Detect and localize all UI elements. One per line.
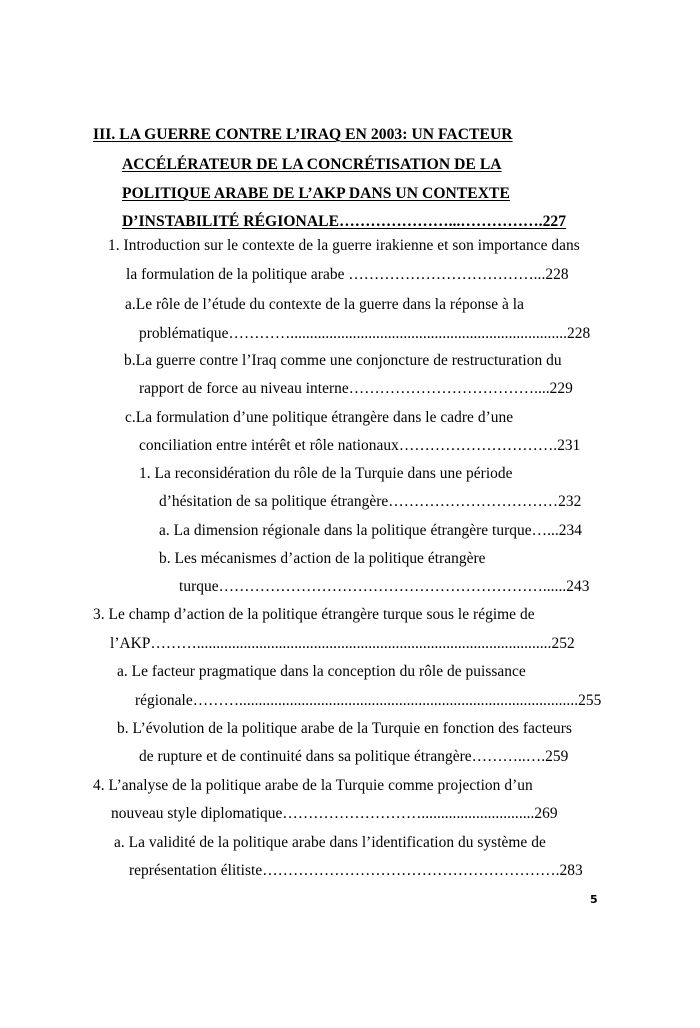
- toc-entry: l’AKP………...........................................................................................252: [110, 635, 575, 652]
- toc-entry: de rupture et de continuité dans sa politique étrangère………..….259: [139, 748, 569, 765]
- section-heading-line-4: D’INSTABILITÉ RÉGIONALE…………………...…………….227: [122, 213, 567, 230]
- page-number: 5: [590, 893, 598, 906]
- toc-entry: a.Le rôle de l’étude du contexte de la guerre dans la réponse à la: [125, 296, 524, 313]
- toc-entry: b. Les mécanismes d’action de la politique étrangère: [159, 550, 486, 567]
- section-heading-line-2: ACCÉLÉRATEUR DE LA CONCRÉTISATION DE LA: [122, 156, 502, 173]
- toc-entry: nouveau style diplomatique……………………….............................269: [111, 805, 558, 822]
- section-heading-line-3: POLITIQUE ARABE DE L’AKP DANS UN CONTEXTE: [122, 185, 510, 202]
- toc-entry: problématique………….......................................................................228: [139, 325, 591, 342]
- toc-entry: b. L’évolution de la politique arabe de la Turquie en fonction des facteurs: [117, 720, 572, 737]
- toc-entry: 1. Introduction sur le contexte de la guerre irakienne et son importance dans: [108, 237, 580, 254]
- toc-entry: b.La guerre contre l’Iraq comme une conjoncture de restructuration du: [124, 352, 562, 369]
- toc-entry: rapport de force au niveau interne………………………………....229: [139, 380, 573, 397]
- toc-entry: d’hésitation de sa politique étrangère……………………………232: [159, 493, 582, 510]
- toc-entry: a. La dimension régionale dans la politique étrangère turque…...234: [159, 522, 583, 539]
- toc-entry: 1. La reconsidération du rôle de la Turquie dans une période: [139, 465, 513, 482]
- toc-entry: turque………………………………………………………......243: [179, 578, 590, 595]
- section-heading-line-1: III. LA GUERRE CONTRE L’IRAQ EN 2003: UN FACTEUR: [93, 126, 513, 143]
- toc-entry: 3. Le champ d’action de la politique étrangère turque sous le régime de: [93, 606, 535, 623]
- toc-entry: régionale……….......................................................................................255: [135, 692, 602, 709]
- toc-entry: a. Le facteur pragmatique dans la conception du rôle de puissance: [117, 663, 526, 680]
- toc-entry: 4. L’analyse de la politique arabe de la Turquie comme projection d’un: [93, 777, 533, 794]
- toc-entry: représentation élitiste………………………………………………….283: [129, 862, 583, 879]
- toc-entry: conciliation entre intérêt et rôle nationaux………………………….231: [139, 437, 581, 454]
- toc-entry: la formulation de la politique arabe ………………………………...228: [126, 266, 569, 283]
- toc-entry: a. La validité de la politique arabe dans l’identification du système de: [114, 834, 546, 851]
- toc-entry: c.La formulation d’une politique étrangère dans le cadre d’une: [125, 409, 514, 426]
